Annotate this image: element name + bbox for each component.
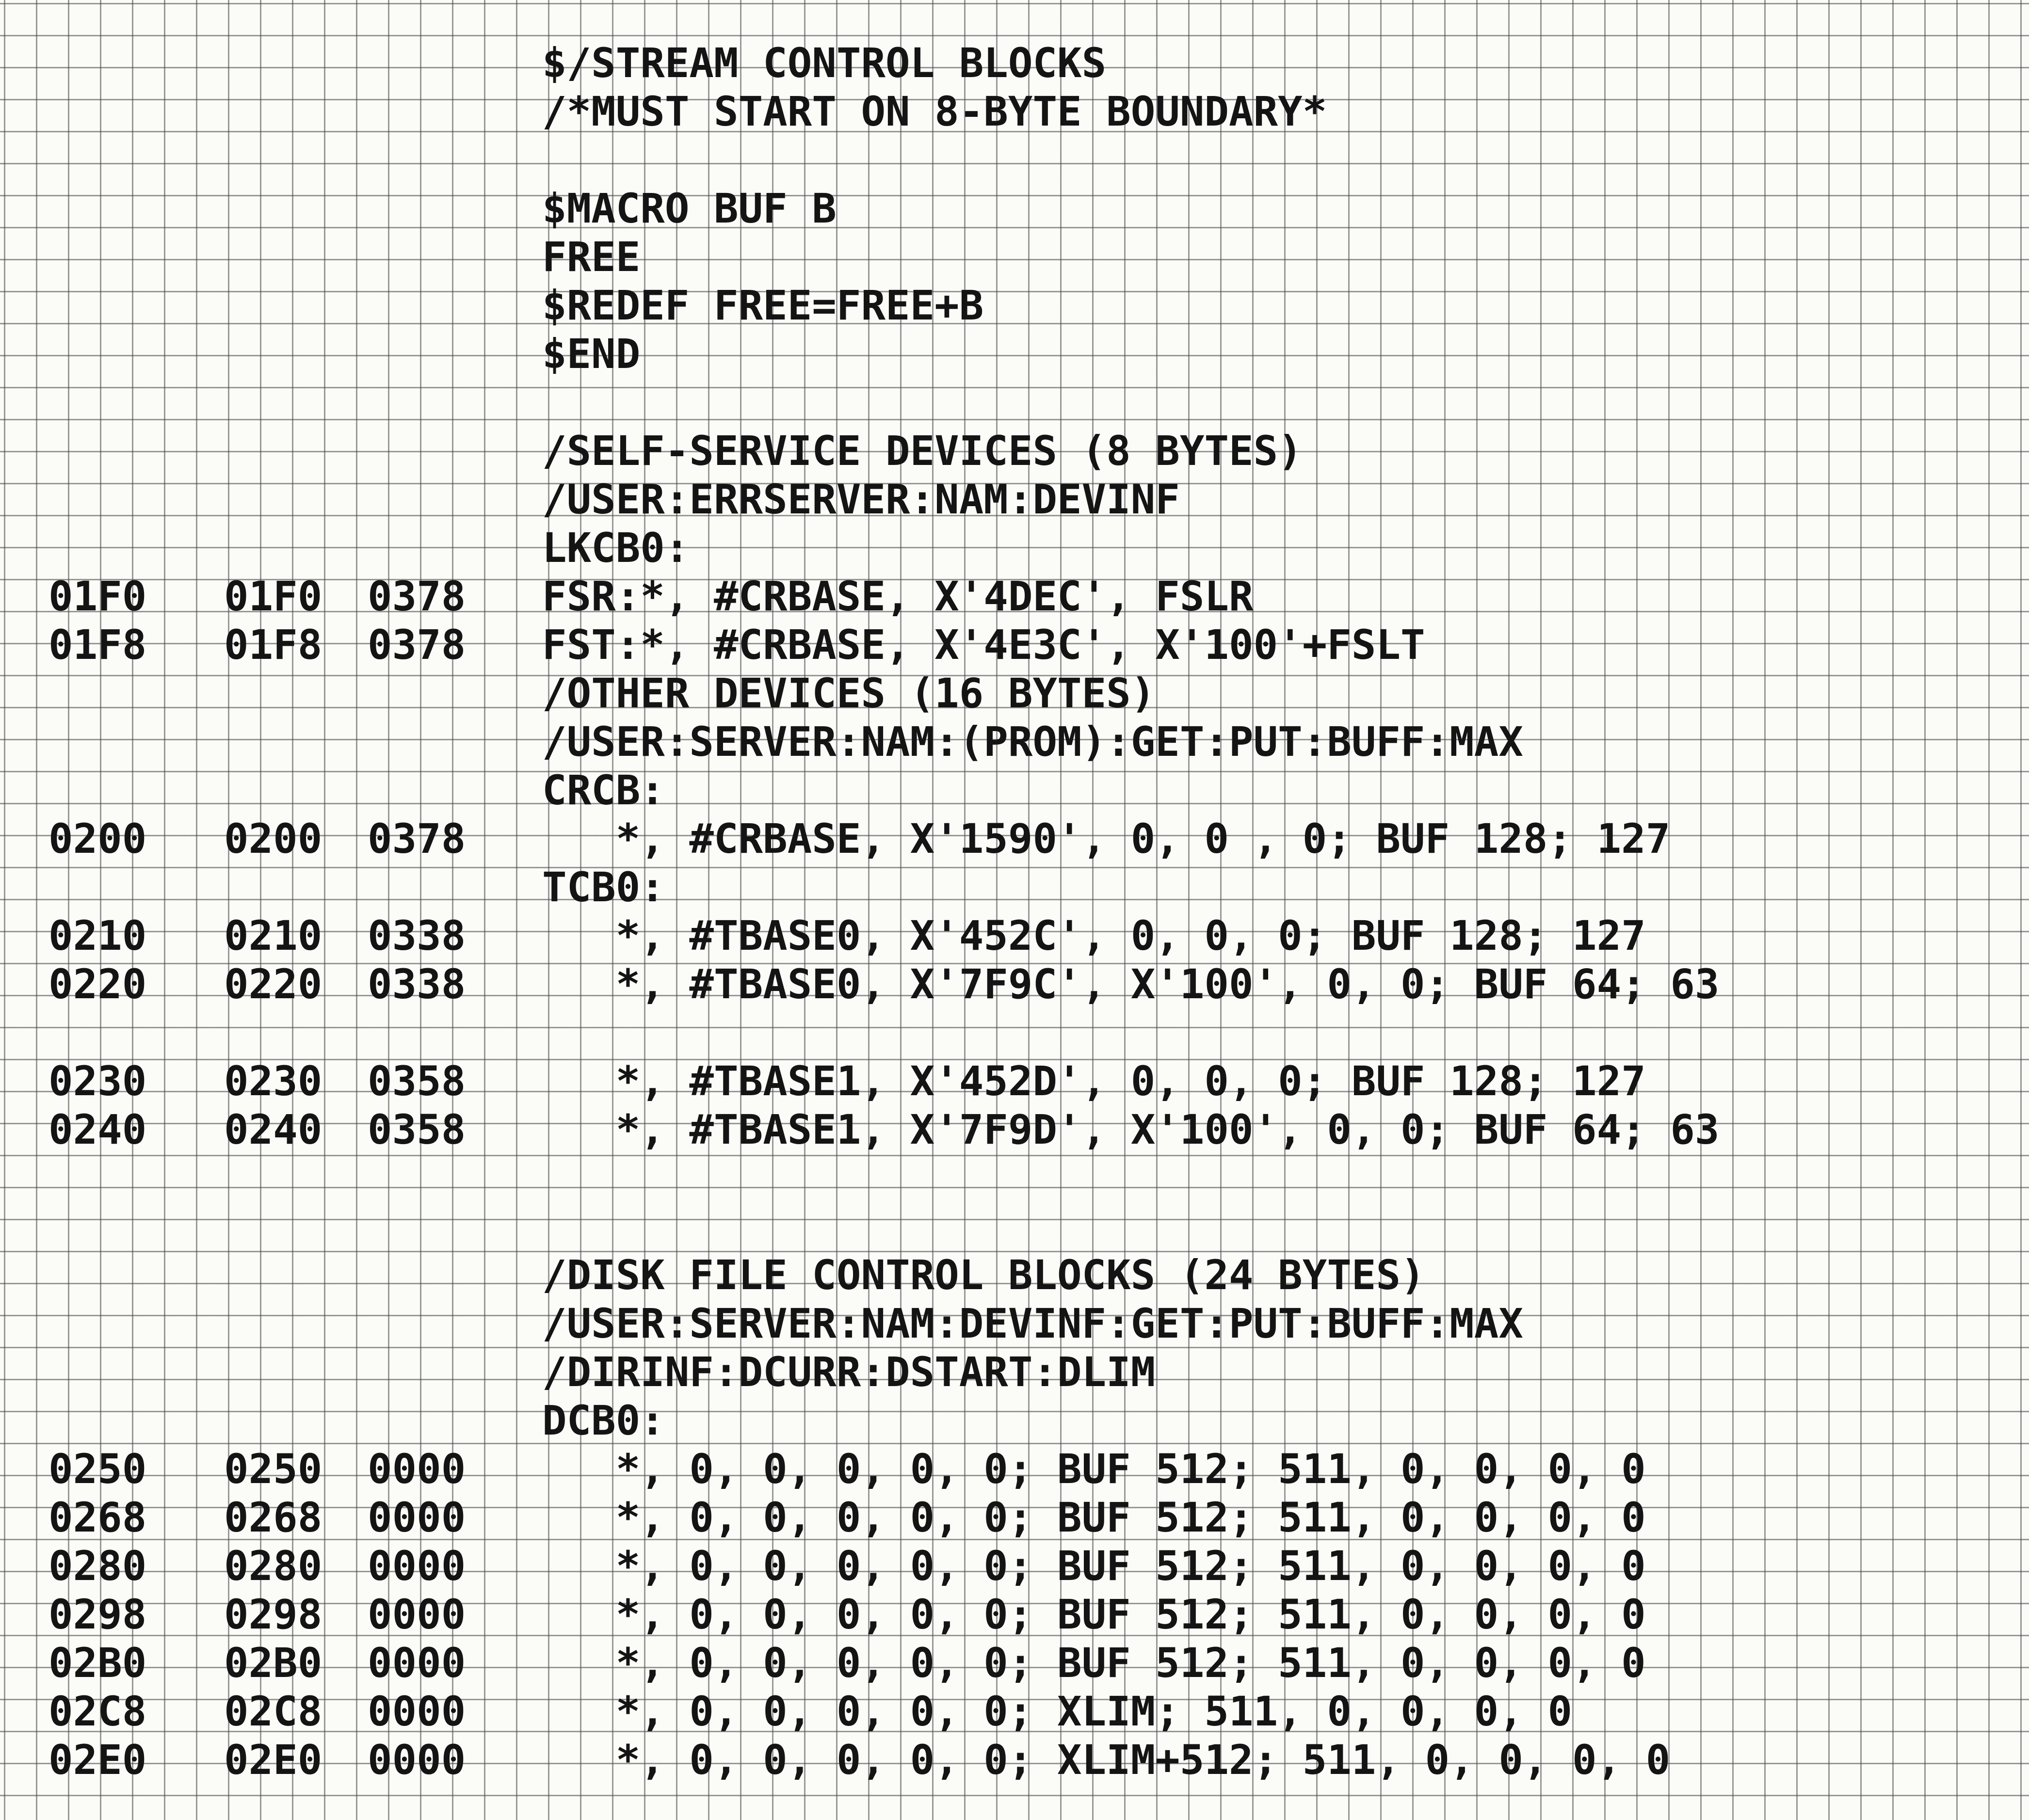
source-text: *, 0, 0, 0, 0, 0; BUF 512; 511, 0, 0, 0, 0 (542, 1542, 1646, 1590)
source-text: *, #TBASE1, X'7F9D', X'100', 0, 0; BUF 64; 63 (542, 1106, 1720, 1153)
address-cell: 0280 (224, 1542, 322, 1590)
location-cell: 0240 (48, 1106, 147, 1153)
listing-line (0, 427, 2029, 475)
value-cell: 0338 (368, 960, 466, 1008)
source-text: *, 0, 0, 0, 0, 0; BUF 512; 511, 0, 0, 0, 0 (542, 1639, 1646, 1687)
listing-line (0, 1590, 2029, 1639)
listing-line (0, 814, 2029, 863)
listing-line (0, 1639, 2029, 1687)
address-cell: 0240 (224, 1106, 322, 1153)
listing-line (0, 39, 2029, 87)
address-cell: 02E0 (224, 1736, 322, 1784)
address-cell: 0298 (224, 1591, 322, 1638)
location-cell: 0200 (48, 815, 147, 862)
value-cell: 0000 (368, 1639, 466, 1687)
address-cell: 0210 (224, 912, 322, 959)
source-text: /SELF-SERVICE DEVICES (8 BYTES) (542, 427, 1303, 475)
source-text: CRCB: (542, 766, 665, 814)
listing-line (0, 911, 2029, 960)
value-cell: 0000 (368, 1688, 466, 1735)
source-text: *, #TBASE0, X'7F9C', X'100', 0, 0; BUF 64; 63 (542, 960, 1720, 1008)
location-cell: 01F0 (48, 573, 147, 620)
listing-line (0, 1105, 2029, 1154)
location-cell: 0210 (48, 912, 147, 959)
source-text: *, #TBASE1, X'452D', 0, 0, 0; BUF 128; 127 (542, 1057, 1646, 1105)
value-cell: 0378 (368, 573, 466, 620)
value-cell: 0000 (368, 1445, 466, 1493)
listing-line (0, 87, 2029, 136)
source-text: $END (542, 330, 641, 378)
location-cell: 0230 (48, 1057, 147, 1105)
source-text: *, #CRBASE, X'1590', 0, 0 , 0; BUF 128; 127 (542, 815, 1671, 862)
value-cell: 0358 (368, 1106, 466, 1153)
source-text: DCB0: (542, 1397, 665, 1444)
address-cell: 02B0 (224, 1639, 322, 1687)
listing-line (0, 1251, 2029, 1299)
listing-line (0, 1057, 2029, 1105)
value-cell: 0000 (368, 1591, 466, 1638)
listing-line (0, 1396, 2029, 1445)
source-text: FST:*, #CRBASE, X'4E3C', X'100'+FSLT (542, 621, 1425, 669)
listing-line (0, 960, 2029, 1008)
value-cell: 0378 (368, 621, 466, 669)
listing-line (0, 524, 2029, 572)
source-text: /DISK FILE CONTROL BLOCKS (24 BYTES) (542, 1251, 1425, 1299)
listing-line (0, 669, 2029, 718)
location-cell: 0280 (48, 1542, 147, 1590)
listing-line (0, 1736, 2029, 1784)
source-text: LKCB0: (542, 524, 690, 572)
source-text: *, 0, 0, 0, 0, 0; XLIM; 511, 0, 0, 0, 0 (542, 1688, 1573, 1735)
address-cell: 0250 (224, 1445, 322, 1493)
source-text: /*MUST START ON 8-BYTE BOUNDARY* (542, 88, 1327, 135)
listing-line (0, 1299, 2029, 1348)
address-cell: 0200 (224, 815, 322, 862)
listing-line (0, 572, 2029, 621)
location-cell: 0298 (48, 1591, 147, 1638)
source-text: *, #TBASE0, X'452C', 0, 0, 0; BUF 128; 127 (542, 912, 1646, 959)
source-text: *, 0, 0, 0, 0, 0; BUF 512; 511, 0, 0, 0, 0 (542, 1494, 1646, 1541)
location-cell: 0220 (48, 960, 147, 1008)
address-cell: 01F8 (224, 621, 322, 669)
address-cell: 0220 (224, 960, 322, 1008)
source-text: $/STREAM CONTROL BLOCKS (542, 39, 1107, 87)
listing-line (0, 475, 2029, 524)
source-text: /OTHER DEVICES (16 BYTES) (542, 670, 1156, 717)
listing-line (0, 1542, 2029, 1590)
location-cell: 02C8 (48, 1688, 147, 1735)
listing-line (0, 621, 2029, 669)
listing-line (0, 1493, 2029, 1542)
source-text: $MACRO BUF B (542, 185, 837, 232)
source-text: *, 0, 0, 0, 0, 0; BUF 512; 511, 0, 0, 0, 0 (542, 1591, 1646, 1638)
value-cell: 0000 (368, 1542, 466, 1590)
listing-line (0, 1154, 2029, 1202)
value-cell: 0378 (368, 815, 466, 862)
value-cell: 0000 (368, 1494, 466, 1541)
listing-line (0, 766, 2029, 814)
listing-line (0, 718, 2029, 766)
listing-line (0, 378, 2029, 427)
source-text: *, 0, 0, 0, 0, 0; BUF 512; 511, 0, 0, 0, 0 (542, 1445, 1646, 1493)
listing-line (0, 1008, 2029, 1057)
listing-line (0, 184, 2029, 233)
listing-line (0, 233, 2029, 281)
address-cell: 01F0 (224, 573, 322, 620)
location-cell: 0268 (48, 1494, 147, 1541)
source-text: /USER:SERVER:NAM:DEVINF:GET:PUT:BUFF:MAX (542, 1300, 1523, 1347)
source-text: FSR:*, #CRBASE, X'4DEC', FSLR (542, 573, 1254, 620)
value-cell: 0000 (368, 1736, 466, 1784)
address-cell: 02C8 (224, 1688, 322, 1735)
source-text: /DIRINF:DCURR:DSTART:DLIM (542, 1348, 1156, 1396)
listing-line (0, 281, 2029, 330)
value-cell: 0338 (368, 912, 466, 959)
address-cell: 0268 (224, 1494, 322, 1541)
listing-line (0, 1687, 2029, 1736)
location-cell: 01F8 (48, 621, 147, 669)
source-text: FREE (542, 233, 641, 281)
source-text: *, 0, 0, 0, 0, 0; XLIM+512; 511, 0, 0, 0, 0 (542, 1736, 1671, 1784)
source-text: /USER:SERVER:NAM:(PROM):GET:PUT:BUFF:MAX (542, 718, 1523, 766)
source-text: /USER:ERRSERVER:NAM:DEVINF (542, 476, 1180, 523)
value-cell: 0358 (368, 1057, 466, 1105)
address-cell: 0230 (224, 1057, 322, 1105)
listing-line (0, 1202, 2029, 1251)
listing-line (0, 136, 2029, 184)
source-text: TCB0: (542, 863, 665, 911)
listing-line (0, 863, 2029, 911)
listing-line (0, 1348, 2029, 1396)
location-cell: 02B0 (48, 1639, 147, 1687)
source-text: $REDEF FREE=FREE+B (542, 282, 984, 329)
location-cell: 0250 (48, 1445, 147, 1493)
location-cell: 02E0 (48, 1736, 147, 1784)
listing-line (0, 330, 2029, 378)
listing-line (0, 1445, 2029, 1493)
